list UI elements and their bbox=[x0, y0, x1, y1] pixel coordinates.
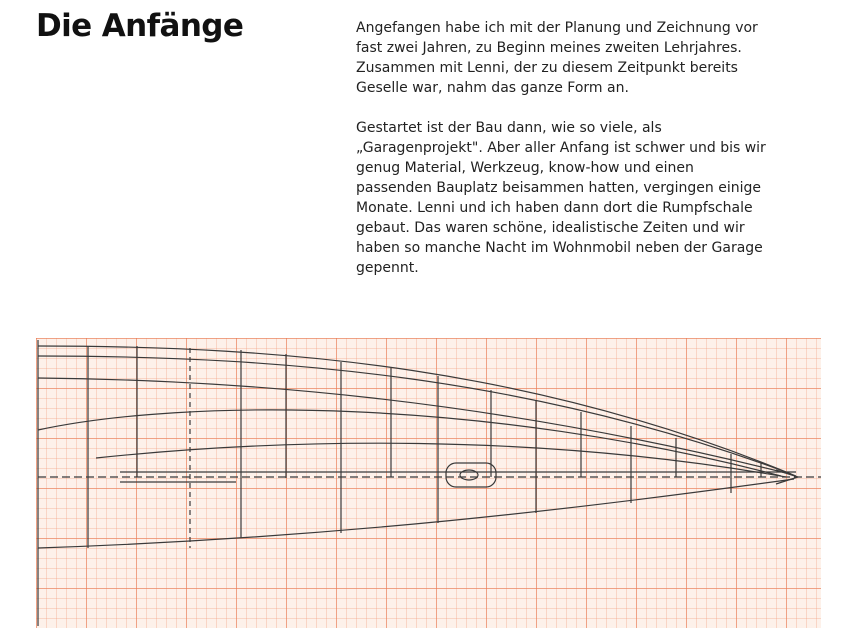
paragraph-garage-project: Gestartet ist der Bau dann, wie so viele, als „Garagenprojekt". Aber aller Anfang ist schwer und bis wir genug Material, Werkzeug, know-how und einen passenden Bauplatz beisammen hatten, vergingen einige Monate. Lenni und ich haben dann dort die Rumpfschale gebaut. Das waren schöne, idealistische Zeiten und wir haben so manche Nacht im Wohnmobil neben der Garage gepennt. bbox=[356, 120, 766, 276]
hull-drawing-image bbox=[36, 338, 821, 628]
page-title: Die Anfänge bbox=[36, 8, 244, 44]
intro-text bbox=[356, 18, 796, 298]
paragraph-planning: Angefangen habe ich mit der Planung und Zeichnung vor fast zwei Jahren, zu Beginn meines zweiten Lehrjahres. Zusammen mit Lenni, der zu diesem Zeitpunkt bereits Geselle war, nahm das ganze Form an. bbox=[356, 20, 758, 96]
hull-sketch bbox=[36, 338, 821, 628]
